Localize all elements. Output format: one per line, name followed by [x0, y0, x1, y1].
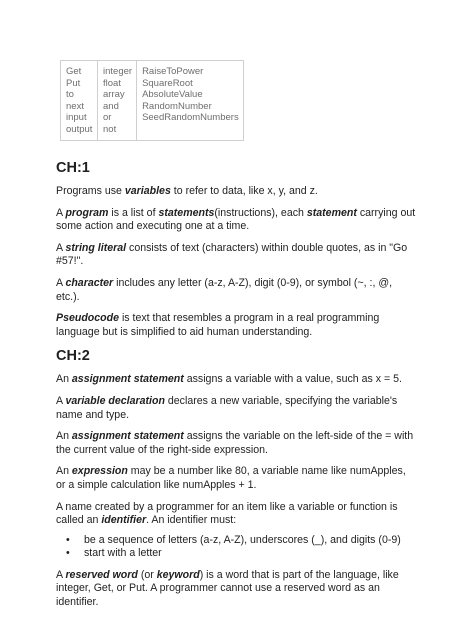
- term-variable-declaration: variable declaration: [65, 394, 165, 407]
- bullet-icon: •: [66, 533, 70, 546]
- table-cell: input: [66, 112, 87, 123]
- paragraph-program: [56, 207, 418, 234]
- term-expression: expression: [71, 465, 128, 478]
- text: consists of text (characters) within double quotes, as in "Go #57!".: [56, 241, 408, 268]
- text: (instructions), each: [214, 206, 307, 219]
- term-identifier: identifier: [101, 514, 147, 527]
- chapter-1-heading: CH:1: [56, 160, 90, 176]
- table-cell: Get: [66, 66, 82, 77]
- table-cell: to: [66, 89, 74, 100]
- text: A: [56, 206, 66, 219]
- paragraph-assignment-2: [56, 430, 418, 457]
- paragraph-expression: [56, 465, 418, 492]
- table-cell: not: [103, 123, 117, 135]
- paragraph-string-literal: [56, 242, 418, 269]
- table-cell: RaiseToPower: [142, 66, 204, 77]
- term-program: program: [65, 206, 109, 219]
- table-cell: output: [66, 123, 93, 135]
- term-assignment-statement: assignment statement: [71, 430, 184, 443]
- text: declares a new variable, specifying the variable's name and type.: [56, 394, 398, 421]
- paragraph-pseudocode: [56, 312, 418, 339]
- table-cell: integer: [103, 66, 133, 77]
- term-assignment-statement: assignment statement: [71, 373, 184, 386]
- text: may be a number like 80, a variable name like numApples, or a simple calculation like numApples + 1.: [56, 465, 406, 491]
- term-keyword: keyword: [156, 568, 200, 581]
- text: is a list of: [108, 206, 159, 219]
- chapter-2-heading: CH:2: [56, 348, 90, 365]
- table-cell: SquareRoot: [142, 77, 193, 89]
- text: A: [56, 276, 66, 289]
- term-variables: variables: [124, 185, 171, 197]
- table-cell: next: [66, 100, 84, 112]
- keyword-table: [60, 60, 244, 141]
- table-cell: SeedRandomNumbers: [142, 112, 239, 123]
- text: is text that resembles a program in a real programming language but is simplified to aid human understanding.: [56, 312, 380, 338]
- term-pseudocode: Pseudocode: [56, 312, 119, 325]
- notes-content: [56, 159, 418, 618]
- table-cell: float: [103, 77, 121, 89]
- text: . An identifier must:: [146, 514, 237, 527]
- keyword-column-types: [98, 61, 137, 141]
- text: (or: [137, 568, 157, 581]
- text: Programs use: [56, 185, 125, 197]
- text: A: [56, 394, 66, 407]
- text: A: [56, 568, 66, 581]
- paragraph-reserved-word: [56, 569, 418, 610]
- text: assigns a variable with a value, such as x = 5.: [183, 373, 402, 386]
- paragraph-assignment: [56, 373, 418, 387]
- text: An: [56, 430, 72, 443]
- paragraph-identifier: [56, 501, 418, 528]
- text: includes any letter (a-z, A-Z), digit (0-9), or symbol (~, :, @, etc.).: [56, 276, 393, 303]
- term-statement: statement: [306, 206, 357, 219]
- identifier-rules-list: [56, 534, 418, 561]
- table-cell: AbsoluteValue: [142, 89, 203, 100]
- term-string-literal: string literal: [65, 241, 127, 254]
- list-item: [66, 547, 418, 561]
- table-cell: or: [103, 112, 112, 123]
- list-item: [66, 534, 418, 548]
- table-cell: RandomNumber: [142, 100, 212, 112]
- text: carrying out some action and executing one at a time.: [56, 206, 416, 233]
- text: An: [56, 373, 72, 386]
- text: A name created by a programmer for an item like a variable or function is called an: [56, 500, 398, 527]
- text: ) is a word that is part of the language, like integer, Get, or Put. A programmer cannot use a reserved word as an identifier.: [56, 568, 399, 609]
- text: An: [56, 465, 72, 478]
- term-statements: statements: [158, 206, 215, 219]
- paragraph-declaration: [56, 395, 418, 422]
- keyword-column-functions: [137, 61, 244, 141]
- list-item-text: be a sequence of letters (a-z, A-Z), underscores (_), and digits (0-9): [84, 533, 401, 546]
- text: A: [56, 241, 66, 254]
- bullet-icon: •: [66, 547, 70, 560]
- paragraph-character: [56, 277, 418, 304]
- keyword-column-io: [61, 61, 98, 141]
- paragraph-variables: [56, 185, 418, 199]
- table-cell: array: [103, 89, 125, 100]
- term-reserved-word: reserved word: [65, 568, 138, 581]
- table-cell: and: [103, 100, 119, 112]
- text: to refer to data, like x, y, and z.: [170, 185, 318, 197]
- list-item-text: start with a letter: [84, 547, 162, 560]
- table-cell: Put: [66, 77, 81, 89]
- term-character: character: [65, 276, 114, 289]
- text: assigns the variable on the left-side of the = with the current value of the right-side expression.: [56, 430, 414, 456]
